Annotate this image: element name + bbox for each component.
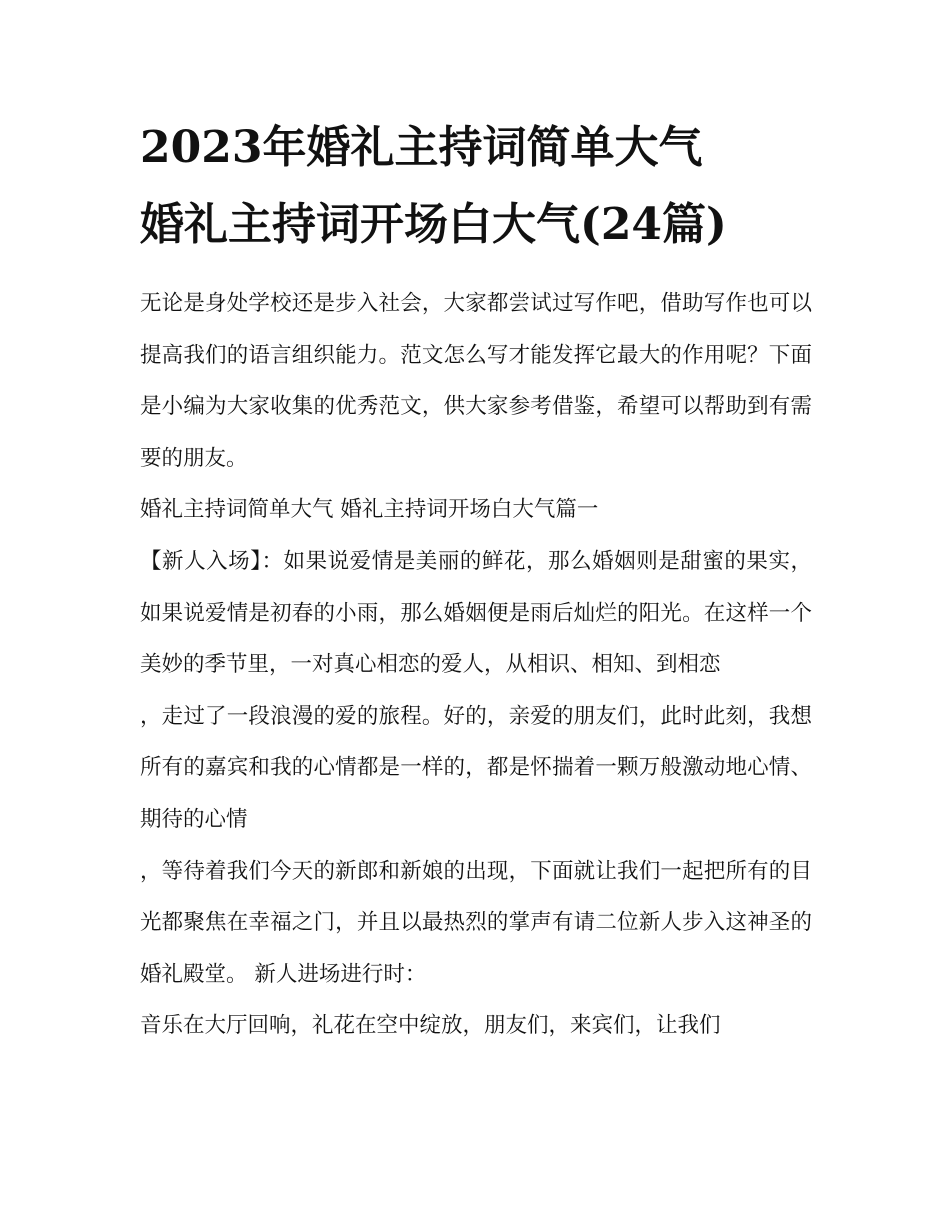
- document-body: [140, 278, 812, 1052]
- body-paragraph: ，走过了一段浪漫的爱的旅程。好的，亲爱的朋友们，此时此刻，我想所有的嘉宾和我的心情都是一样的，都是怀揣着一颗万般激动地心情、期待的心情: [140, 703, 812, 832]
- body-paragraph: 【新人入场】：如果说爱情是美丽的鲜花，那么婚姻则是甜蜜的果实，如果说爱情是初春的小雨，那么婚姻便是雨后灿烂的阳光。在这样一个美妙的季节里，一对真心相恋的爱人，从相识、相知、到相恋: [140, 548, 812, 678]
- body-paragraph: 音乐在大厅回响，礼花在空中绽放，朋友们，来宾们，让我们: [140, 1013, 721, 1039]
- title-line-1: 2023年婚礼主持词简单大气: [140, 122, 703, 173]
- title-line-2: 婚礼主持词开场白大气(24篇): [140, 199, 727, 250]
- intro-paragraph: 无论是身处学校还是步入社会，大家都尝试过写作吧，借助写作也可以提高我们的语言组织能力。范文怎么写才能发挥它最大的作用呢？下面是小编为大家收集的优秀范文，供大家参考借鉴，希望可以帮助到有需要的朋友。: [140, 291, 812, 471]
- body-paragraph: ，等待着我们今天的新郎和新娘的出现，下面就让我们一起把所有的目光都聚焦在幸福之门，并且以最热烈的掌声有请二位新人步入这神圣的婚礼殿堂。 新人进场进行时：: [140, 858, 812, 987]
- section-heading: 婚礼主持词简单大气 婚礼主持词开场白大气篇一: [140, 497, 599, 523]
